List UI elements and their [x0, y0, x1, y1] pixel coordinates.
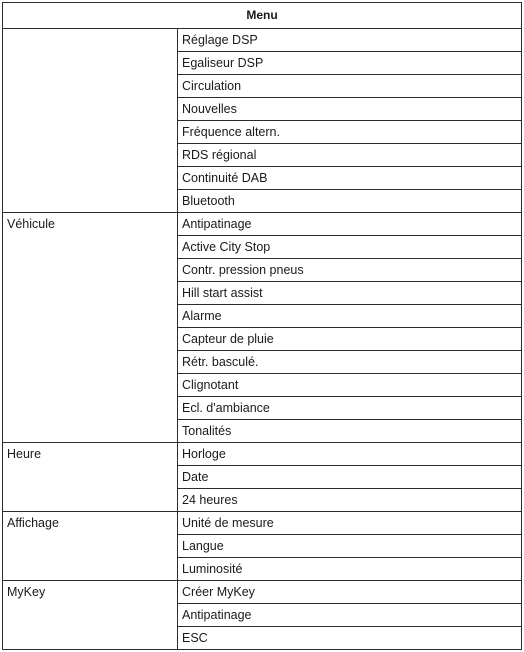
category-cell: Heure	[3, 443, 178, 512]
table-row	[3, 581, 522, 604]
menu-item: Circulation	[178, 75, 522, 98]
menu-item: Luminosité	[178, 558, 522, 581]
menu-item: Continuité DAB	[178, 167, 522, 190]
menu-item: RDS régional	[178, 144, 522, 167]
menu-item: Réglage DSP	[178, 29, 522, 52]
menu-item: Date	[178, 466, 522, 489]
menu-item: Ecl. d'ambiance	[178, 397, 522, 420]
menu-item: Antipatinage	[178, 604, 522, 627]
category-cell: Affichage	[3, 512, 178, 581]
menu-item: Tonalités	[178, 420, 522, 443]
menu-item: Fréquence altern.	[178, 121, 522, 144]
menu-item: Clignotant	[178, 374, 522, 397]
menu-header: Menu	[3, 3, 522, 29]
table-row	[3, 29, 522, 52]
menu-item: Egaliseur DSP	[178, 52, 522, 75]
menu-item: Unité de mesure	[178, 512, 522, 535]
category-cell: Véhicule	[3, 213, 178, 443]
menu-item: Rétr. basculé.	[178, 351, 522, 374]
header-row	[3, 3, 522, 29]
menu-item: Horloge	[178, 443, 522, 466]
menu-item: Antipatinage	[178, 213, 522, 236]
menu-item: Hill start assist	[178, 282, 522, 305]
table-row	[3, 213, 522, 236]
menu-item: Bluetooth	[178, 190, 522, 213]
menu-item: ESC	[178, 627, 522, 650]
menu-table	[2, 2, 522, 650]
menu-item: Nouvelles	[178, 98, 522, 121]
menu-item: Langue	[178, 535, 522, 558]
category-cell	[3, 29, 178, 213]
menu-item: Active City Stop	[178, 236, 522, 259]
table-row	[3, 443, 522, 466]
menu-item: Contr. pression pneus	[178, 259, 522, 282]
menu-item: Créer MyKey	[178, 581, 522, 604]
menu-item: 24 heures	[178, 489, 522, 512]
category-cell: MyKey	[3, 581, 178, 650]
table-row	[3, 512, 522, 535]
menu-item: Capteur de pluie	[178, 328, 522, 351]
menu-item: Alarme	[178, 305, 522, 328]
